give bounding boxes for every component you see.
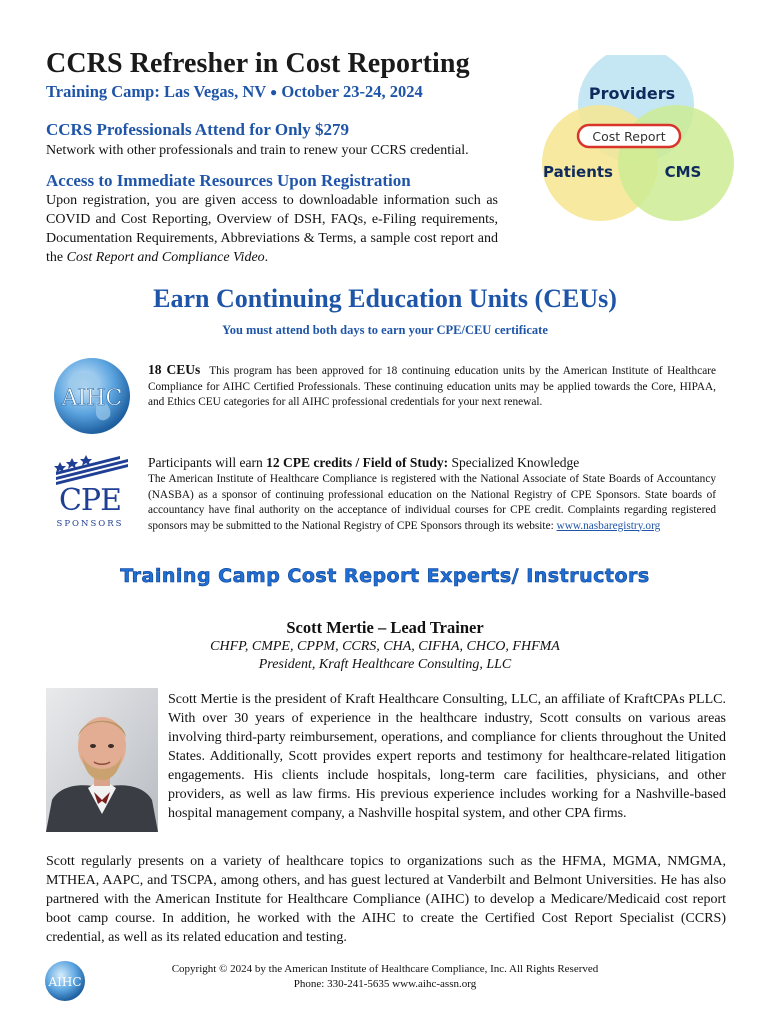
ceu-count: 18 CEUs xyxy=(148,362,201,377)
cpe-sponsors-logo xyxy=(50,452,134,530)
footer-copyright: Copyright © 2024 by the American Institute of Healthcare Compliance, Inc. All Rights Reserved xyxy=(171,963,599,975)
nasba-registry-link[interactable]: www.nasbaregistry.org xyxy=(556,519,661,532)
venn-diagram xyxy=(528,55,748,225)
venn-label-cost-report: Cost Report xyxy=(592,129,666,144)
event-subtitle xyxy=(46,82,423,102)
instructor-credentials: CHFP, CMPE, CPPM, CCRS, CHA, CIFHA, CHCO, FHFMA xyxy=(210,639,560,654)
ccrs-price-text: Network with other professionals and train to renew your CCRS credential. xyxy=(46,143,469,158)
ceu-subtitle: You must attend both days to earn your CPE/CEU certificate xyxy=(222,323,548,337)
event-date: October 23-24, 2024 xyxy=(281,82,423,101)
event-location: Training Camp: Las Vegas, NV xyxy=(46,82,266,101)
cpe-credits-line: Participants will earn 12 CPE credits / Field of Study: Specialized Knowledge xyxy=(148,455,580,470)
ceu-title: Earn Continuing Education Units (CEUs) xyxy=(153,284,617,313)
instructor-name: Scott Mertie – Lead Trainer xyxy=(286,618,484,637)
resources-heading: Access to Immediate Resources Upon Registration xyxy=(46,171,411,190)
resources-text: Upon registration, you are given access to downloadable information such as COVID and Cost Reporting, Overview of DSH, FAQs, e-Filing requirements, Documentation Requirements, Abbreviations & Terms, a sample cost report and the Cost Report and Compliance Video. xyxy=(46,193,498,265)
instructor-bio-1: Scott Mertie is the president of Kraft Healthcare Consulting, LLC, an affiliate of KraftCPAs PLLC. With over 30 years of experience in the healthcare industry, Scott consults on various areas involving third-party reimbursement, operations, and compliance for clients throughout the United States. Additionally, Scott provides expert reports and testimony for healthcare-related litigation engagements. His clients include hospitals, long-term care facilities, physicians, and other providers, as well as law firms. His previous experience includes working for a Nashville-based hospital management company, a Nashville hospital system, and other CPA firms. xyxy=(168,692,726,821)
ccrs-price-heading: CCRS Professionals Attend for Only $279 xyxy=(46,120,350,139)
instructor-photo xyxy=(46,688,158,832)
ceu-description: 18 CEUs This program has been approved for 18 continuing education units by the American Institute of Healthcare Compliance for AIHC Certified Professionals. These continuing education units may be applied towards the Core, HIPAA, and Ethics CEU categories for all AIHC professional credentials for your next renewal. xyxy=(148,362,716,408)
svg-text:AIHC: AIHC xyxy=(61,386,123,411)
venn-label-providers: Providers xyxy=(588,84,676,103)
svg-text:AIHC: AIHC xyxy=(48,975,82,989)
footer xyxy=(0,962,770,992)
svg-text:CPE: CPE xyxy=(58,483,122,518)
venn-label-cms: CMS xyxy=(664,163,702,181)
venn-label-patients: Patients xyxy=(543,163,613,181)
bullet-separator: ● xyxy=(270,85,278,99)
instructors-title: Training Camp Cost Report Experts/ Instructors xyxy=(120,565,650,587)
instructor-bio-2: Scott regularly presents on a variety of healthcare topics to organizations such as the HFMA, MGMA, NMGMA, MTHEA, AAPC, and TSCPA, among others, and has guest lectured at Vanderbilt and Belmont Universities. He has also partnered with the American Institute for Healthcare Compliance (AIHC) to develop a Medicare/Medicaid cost report boot camp course. In addition, he worked with the AIHC to create the Certified Cost Report Specialist (CCRS) credential, as well as its related education and testing. xyxy=(46,854,726,945)
svg-text:SPONSORS: SPONSORS xyxy=(56,519,124,529)
page-title: CCRS Refresher in Cost Reporting xyxy=(46,48,470,79)
cpe-description: The American Institute of Healthcare Compliance is registered with the National Associate of State Boards of Accountancy (NASBA) as a sponsor of continuing professional education on the National Registry of CPE Sponsors. State boards of accountancy have final authority on the acceptance of individual courses for CPE credit. Complaints regarding registered sponsors may be submitted to the National Registry of CPE Sponsors through its website: www.nasbaregistry.org xyxy=(148,473,716,532)
aihc-globe-logo xyxy=(52,356,132,436)
footer-contact: Phone: 330-241-5635 www.aihc-assn.org xyxy=(293,978,477,990)
instructor-position: President, Kraft Healthcare Consulting, LLC xyxy=(258,657,512,672)
